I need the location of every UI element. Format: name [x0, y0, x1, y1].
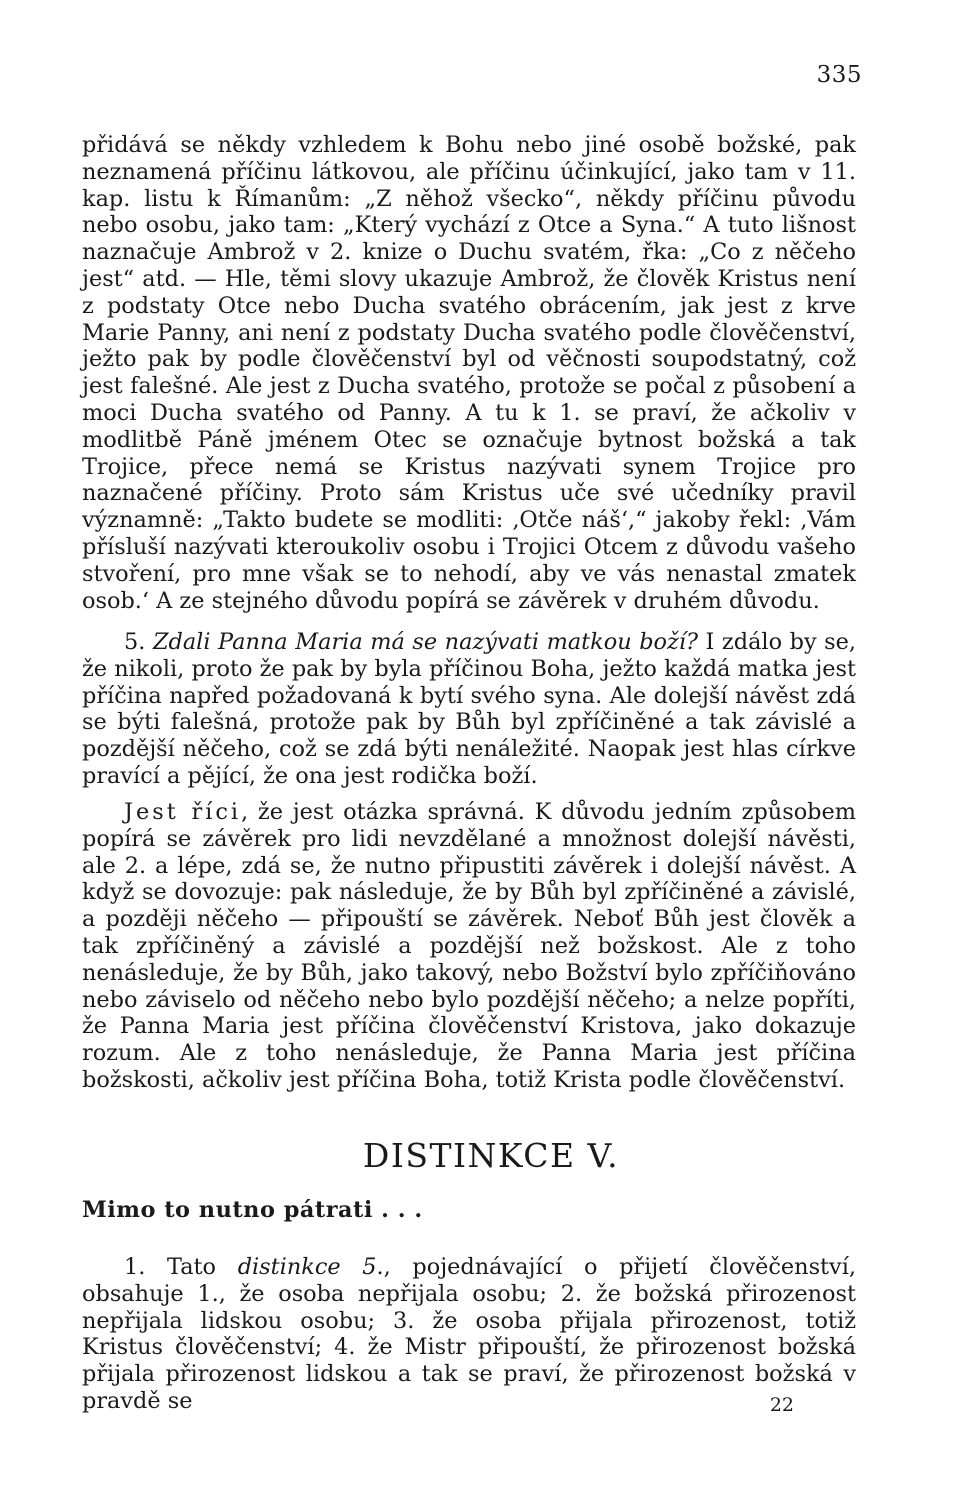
spaced-phrase: Jest říci — [124, 799, 242, 825]
paragraph-3-text: , že jest otázka správná. K důvodu jedním způsobem popírá se závěrek pro lidi nevzdělané a množnost dolejší návěsti, ale 2. a lépe, zdá se, že nutno připustiti závěrek i dolejší návěst. A když se dovozuje: pak následuje, že by Bůh byl zpříčiněné a závislé, a později něčeho — připouští se závěrek. Neboť Bůh jest člověk a tak zpříčiněný a závislé a pozdější než božskost. Ale z toho nenásleduje, že by Bůh, jako takový, nebo Božství bylo zpříčiňováno nebo záviselo od něčeho nebo bylo pozdější něčeho; a nelze popříti, že Panna Maria jest příčina člověčenství Kristova, jako dokazuje rozum. Ale z toho nenásleduje, že Panna Maria jest příčina božskosti, ačkoliv jest příčina Boha, totiž Krista podle člověčenství. — [82, 799, 856, 1093]
paragraph-4-text: , pojednávající o přijetí člověčenství, obsahuje 1., že osoba nepřijala osobu; 2. že božská přirozenost nepřijala lidskou osobu; 3. že osoba přijala přirozenost, totiž Kristus člověčenství; 4. že Mistr připouští, že přirozenost božská přijala přirozenost lidskou a tak se praví, že přirozenost božská v pravdě se — [82, 1254, 856, 1414]
page-number: 335 — [816, 62, 862, 88]
paragraph-1: přidává se někdy vzhledem k Bohu nebo jiné osobě božské, pak neznamená příčinu látkovou, ale příčinu účinkující, jako tam v 11. kap. listu k Římanům: „Z něhož všecko“, někdy příčinu původu nebo osobu, jako tam: „Který vychází z Otce a Syna.“ A tuto lišnost naznačuje Ambrož v 2. knize o Duchu svatém, řka: „Co z něčeho jest“ atd. — Hle, těmi slovy ukazuje Ambrož, že člověk Kristus není z podstaty Otce nebo Ducha svatého obrácením, jak jest z krve Marie Panny, ani není z podstaty Ducha svatého podle člověčenství, ježto pak by podle člověčenství byl od věčnosti soupodstatný, což jest falešné. Ale jest z Ducha svatého, protože se počal z působení a moci Ducha svatého od Panny. A tu k 1. se praví, že ačkoliv v modlitbě Páně jménem Otec se označuje bytnost božská a tak Trojice, přece nemá se Kristus nazývati synem Trojice pro naznačené příčiny. Proto sám Kristus uče své učedníky pravil významně: „Takto budete se modliti: ‚Otče náš‘,“ jakoby řekl: ‚Vám přísluší nazývati kteroukoliv osobu i Trojici Otcem z důvodu vašeho stvoření, pro mne však se to nehodí, aby ve vás nenastal zmatek osob.‘ A ze stejného důvodu popírá se závěrek v druhém důvodu. — [82, 132, 856, 614]
paragraph-2-number: 5. — [124, 629, 146, 655]
distinction-reference: distinkce 5. — [237, 1254, 384, 1280]
section-subheading: Mimo to nutno pátrati . . . — [82, 1197, 423, 1223]
chapter-heading: DISTINKCE V. — [362, 1136, 620, 1175]
paragraph-4 — [82, 1254, 856, 1415]
paragraph-2-text: I zdálo by se, že nikoli, proto že pak by byla příčinou Boha, ježto každá matka jest příčina napřed požadovaná k bytí svého syna. Ale dolejší návěst zdá se býti falešná, protože pak by Bůh byl zpříčiněné a tak závislé a pozdější něčeho, což se zdá býti nenáležité. Naopak jest hlas církve pravící a pějící, že ona jest rodička boží. — [82, 629, 856, 789]
paragraph-3 — [82, 799, 856, 1094]
paragraph-4-start: 1. Tato — [124, 1254, 238, 1280]
signature-mark: 22 — [769, 1394, 794, 1416]
paragraph-2 — [82, 629, 856, 790]
question-title: Zdali Panna Maria má se nazývati matkou boží? — [152, 629, 698, 655]
